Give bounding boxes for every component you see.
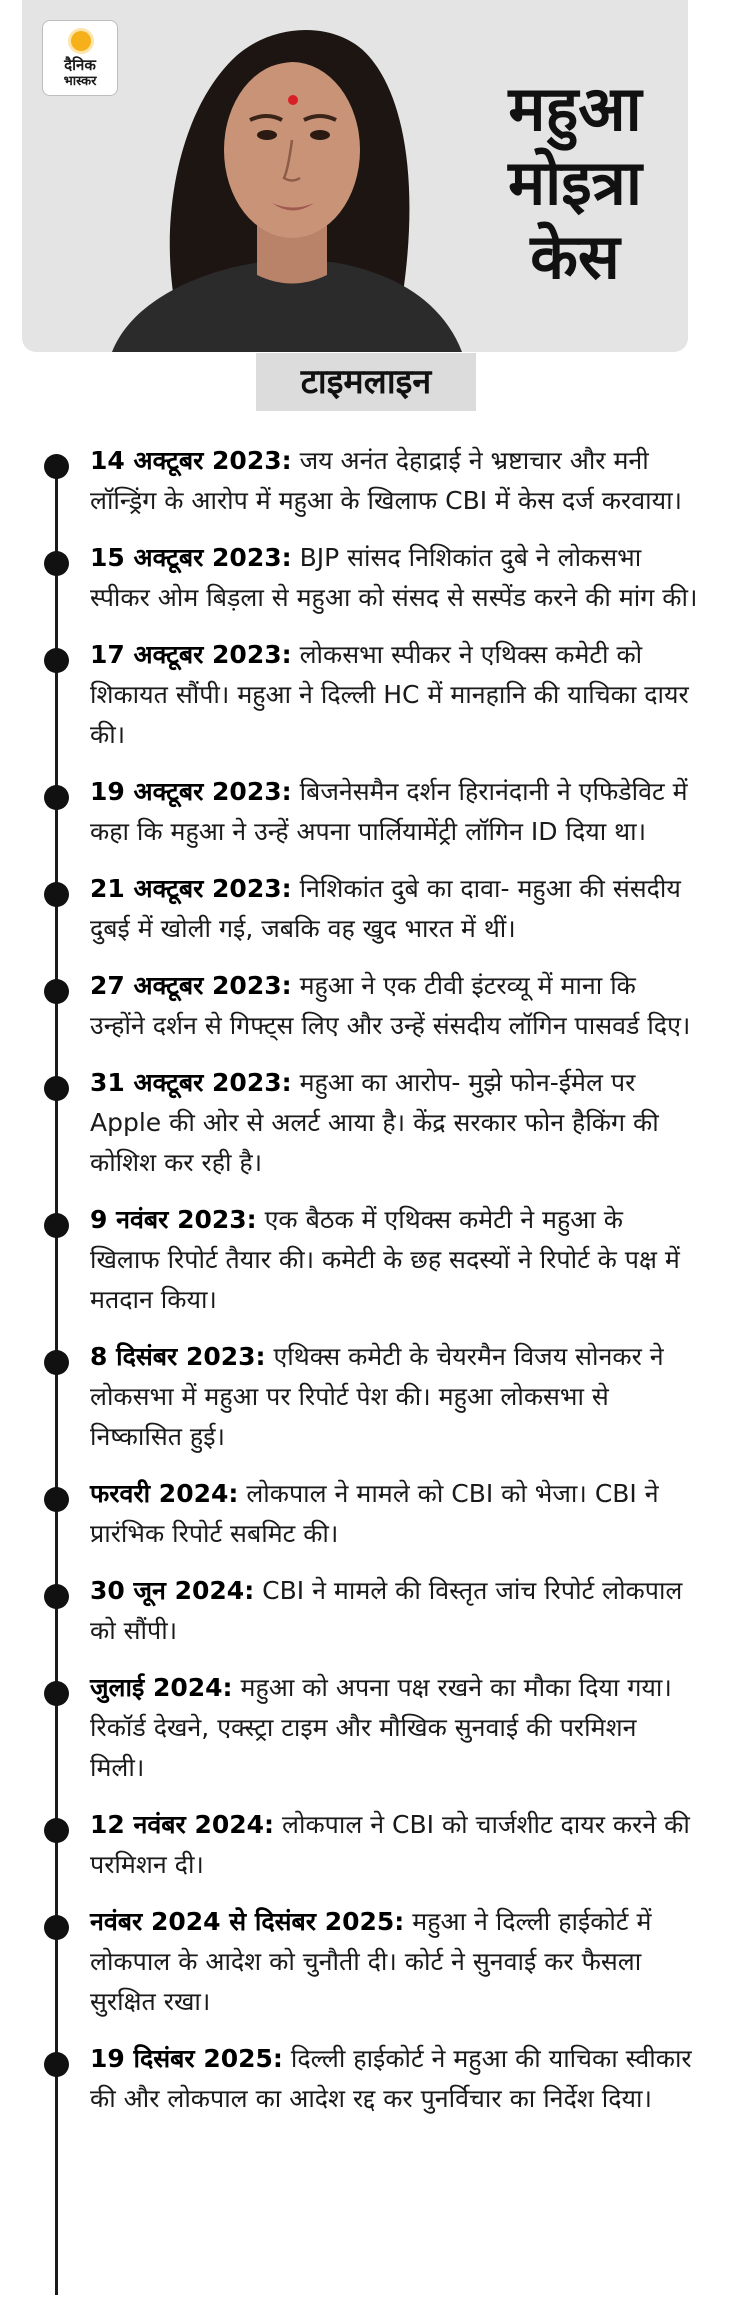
timeline-entry-date: 19 अक्टूबर 2023:	[90, 777, 292, 806]
bullet-dot-icon	[44, 2052, 69, 2077]
timeline-entry-description: लोकपाल ने CBI को चार्जशीट दायर करने की परमिशन दी।	[90, 1810, 690, 1879]
bullet-dot-icon	[44, 1818, 69, 1843]
logo-text-line1: दैनिक	[64, 56, 96, 74]
bullet-dot-icon	[44, 648, 69, 673]
page-title	[470, 72, 680, 294]
timeline-entry-description: एथिक्स कमेटी के चेयरमैन विजय सोनकर ने लोकसभा में महुआ पर रिपोर्ट पेश की। महुआ लोकसभा से निष्कासित हुई।	[90, 1342, 664, 1451]
timeline-entry-date: 21 अक्टूबर 2023:	[90, 874, 292, 903]
timeline-section-label: टाइमलाइन	[256, 353, 476, 411]
bullet-dot-icon	[44, 1350, 69, 1375]
logo-text-line2: भास्कर	[63, 74, 97, 89]
timeline-entry	[0, 966, 730, 1046]
title-line-3: केस	[530, 220, 620, 293]
timeline-entry-text	[90, 1337, 698, 1457]
timeline-entry-date: 12 नवंबर 2024:	[90, 1810, 275, 1839]
timeline-entry-text	[90, 1474, 698, 1554]
timeline-entry-date: 15 अक्टूबर 2023:	[90, 543, 292, 572]
timeline-entry-date: फरवरी 2024:	[90, 1479, 239, 1508]
timeline-entry-description: दिल्ली हाईकोर्ट ने महुआ की याचिका स्वीकार की और लोकपाल का आदेश रद्द कर पुनर्विचार का निर्देश दिया।	[90, 2044, 692, 2113]
title-line-2: मोइत्रा	[508, 146, 642, 219]
bullet-dot-icon	[44, 882, 69, 907]
timeline-entry-description: महुआ को अपना पक्ष रखने का मौका दिया गया। रिकॉर्ड देखने, एक्स्ट्रा टाइम और मौखिक सुनवाई की परमिशन मिली।	[90, 1673, 672, 1782]
timeline-entry	[0, 1571, 730, 1651]
timeline-entry-date: 14 अक्टूबर 2023:	[90, 446, 292, 475]
timeline-entry-description: जय अनंत देहाद्राई ने भ्रष्टाचार और मनी लॉन्ड्रिंग के आरोप में महुआ के खिलाफ CBI में केस दर्ज करवाया।	[90, 446, 683, 515]
timeline-entry	[0, 1902, 730, 2022]
timeline-entry	[0, 441, 730, 521]
timeline-entry-date: जुलाई 2024:	[90, 1673, 233, 1702]
title-line-1: महुआ	[508, 72, 642, 145]
timeline-entry-date: 9 नवंबर 2023:	[90, 1205, 257, 1234]
timeline-entry-date: 19 दिसंबर 2025:	[90, 2044, 283, 2073]
timeline-entry-date: 8 दिसंबर 2023:	[90, 1342, 266, 1371]
bullet-dot-icon	[44, 1681, 69, 1706]
timeline-entry	[0, 1200, 730, 1320]
timeline-entry	[0, 2039, 730, 2119]
timeline-entry	[0, 635, 730, 755]
sun-icon	[71, 31, 91, 51]
timeline-entry-text	[90, 2039, 698, 2119]
timeline-entry-date: 30 जून 2024:	[90, 1576, 255, 1605]
timeline-entry-text	[90, 1902, 698, 2022]
timeline-entry	[0, 869, 730, 949]
timeline-entry-description: निशिकांत दुबे का दावा- महुआ की संसदीय दुबई में खोली गई, जबकि वह खुद भारत में थीं।	[90, 874, 681, 943]
timeline-entry-description: लोकसभा स्पीकर ने एथिक्स कमेटी को शिकायत सौंपी। महुआ ने दिल्ली HC में मानहानि की याचिका दायर की।	[90, 640, 689, 749]
bullet-dot-icon	[44, 785, 69, 810]
timeline-entry-text	[90, 1805, 698, 1885]
timeline-entry-date: नवंबर 2024 से दिसंबर 2025:	[90, 1907, 405, 1936]
timeline-entry-description: महुआ ने एक टीवी इंटरव्यू में माना कि उन्होंने दर्शन से गिफ्ट्स लिए और उन्हें संसदीय लॉगिन पासवर्ड दिए।	[90, 971, 691, 1040]
timeline-entry-description: CBI ने मामले की विस्तृत जांच रिपोर्ट लोकपाल को सौंपी।	[90, 1576, 683, 1645]
timeline-entry-text	[90, 538, 698, 618]
timeline-entry	[0, 1668, 730, 1788]
timeline-entry-date: 27 अक्टूबर 2023:	[90, 971, 292, 1000]
timeline-entry-text	[90, 869, 698, 949]
timeline-entry	[0, 1337, 730, 1457]
bullet-dot-icon	[44, 454, 69, 479]
timeline-entry	[0, 1805, 730, 1885]
woman-portrait-icon	[92, 0, 472, 352]
timeline-entry-description: महुआ ने दिल्ली हाईकोर्ट में लोकपाल के आदेश को चुनौती दी। कोर्ट ने सुनवाई कर फैसला सुरक्षित रखा।	[90, 1907, 652, 2016]
timeline-entry	[0, 1474, 730, 1554]
bullet-dot-icon	[44, 1076, 69, 1101]
header-banner	[22, 0, 688, 352]
timeline-list	[0, 441, 730, 2136]
timeline-entry-text	[90, 441, 698, 521]
bullet-dot-icon	[44, 1487, 69, 1512]
timeline-entry-description: एक बैठक में एथिक्स कमेटी ने महुआ के खिलाफ रिपोर्ट तैयार की। कमेटी के छह सदस्यों ने रिपोर्ट के पक्ष में मतदान किया।	[90, 1205, 680, 1314]
timeline-entry-description: महुआ का आरोप- मुझे फोन-ईमेल पर Apple की ओर से अलर्ट आया है। केंद्र सरकार फोन हैकिंग की कोशिश कर रही है।	[90, 1068, 659, 1177]
timeline-entry-description: बिजनेसमैन दर्शन हिरानंदानी ने एफिडेविट में कहा कि महुआ ने उन्हें अपना पार्लियामेंट्री लॉगिन ID दिया था।	[90, 777, 688, 846]
timeline-entry-text	[90, 1668, 698, 1788]
timeline-entry-description: लोकपाल ने मामले को CBI को भेजा। CBI ने प्रारंभिक रिपोर्ट सबमिट की।	[90, 1479, 659, 1548]
bullet-dot-icon	[44, 1213, 69, 1238]
timeline-entry	[0, 538, 730, 618]
timeline-entry-text	[90, 1200, 698, 1320]
bullet-dot-icon	[44, 979, 69, 1004]
bullet-dot-icon	[44, 551, 69, 576]
timeline-entry-date: 17 अक्टूबर 2023:	[90, 640, 292, 669]
timeline-entry-text	[90, 772, 698, 852]
timeline-entry-text	[90, 1571, 698, 1651]
timeline-entry-description: BJP सांसद निशिकांत दुबे ने लोकसभा स्पीकर ओम बिड़ला से महुआ को संसद से सस्पेंड करने की मांग की।	[90, 543, 698, 612]
timeline-entry	[0, 772, 730, 852]
timeline-entry	[0, 1063, 730, 1183]
timeline-entry-text	[90, 635, 698, 755]
timeline-entry-text	[90, 966, 698, 1046]
timeline-entry-date: 31 अक्टूबर 2023:	[90, 1068, 292, 1097]
timeline-entry-text	[90, 1063, 698, 1183]
bullet-dot-icon	[44, 1915, 69, 1940]
bullet-dot-icon	[44, 1584, 69, 1609]
